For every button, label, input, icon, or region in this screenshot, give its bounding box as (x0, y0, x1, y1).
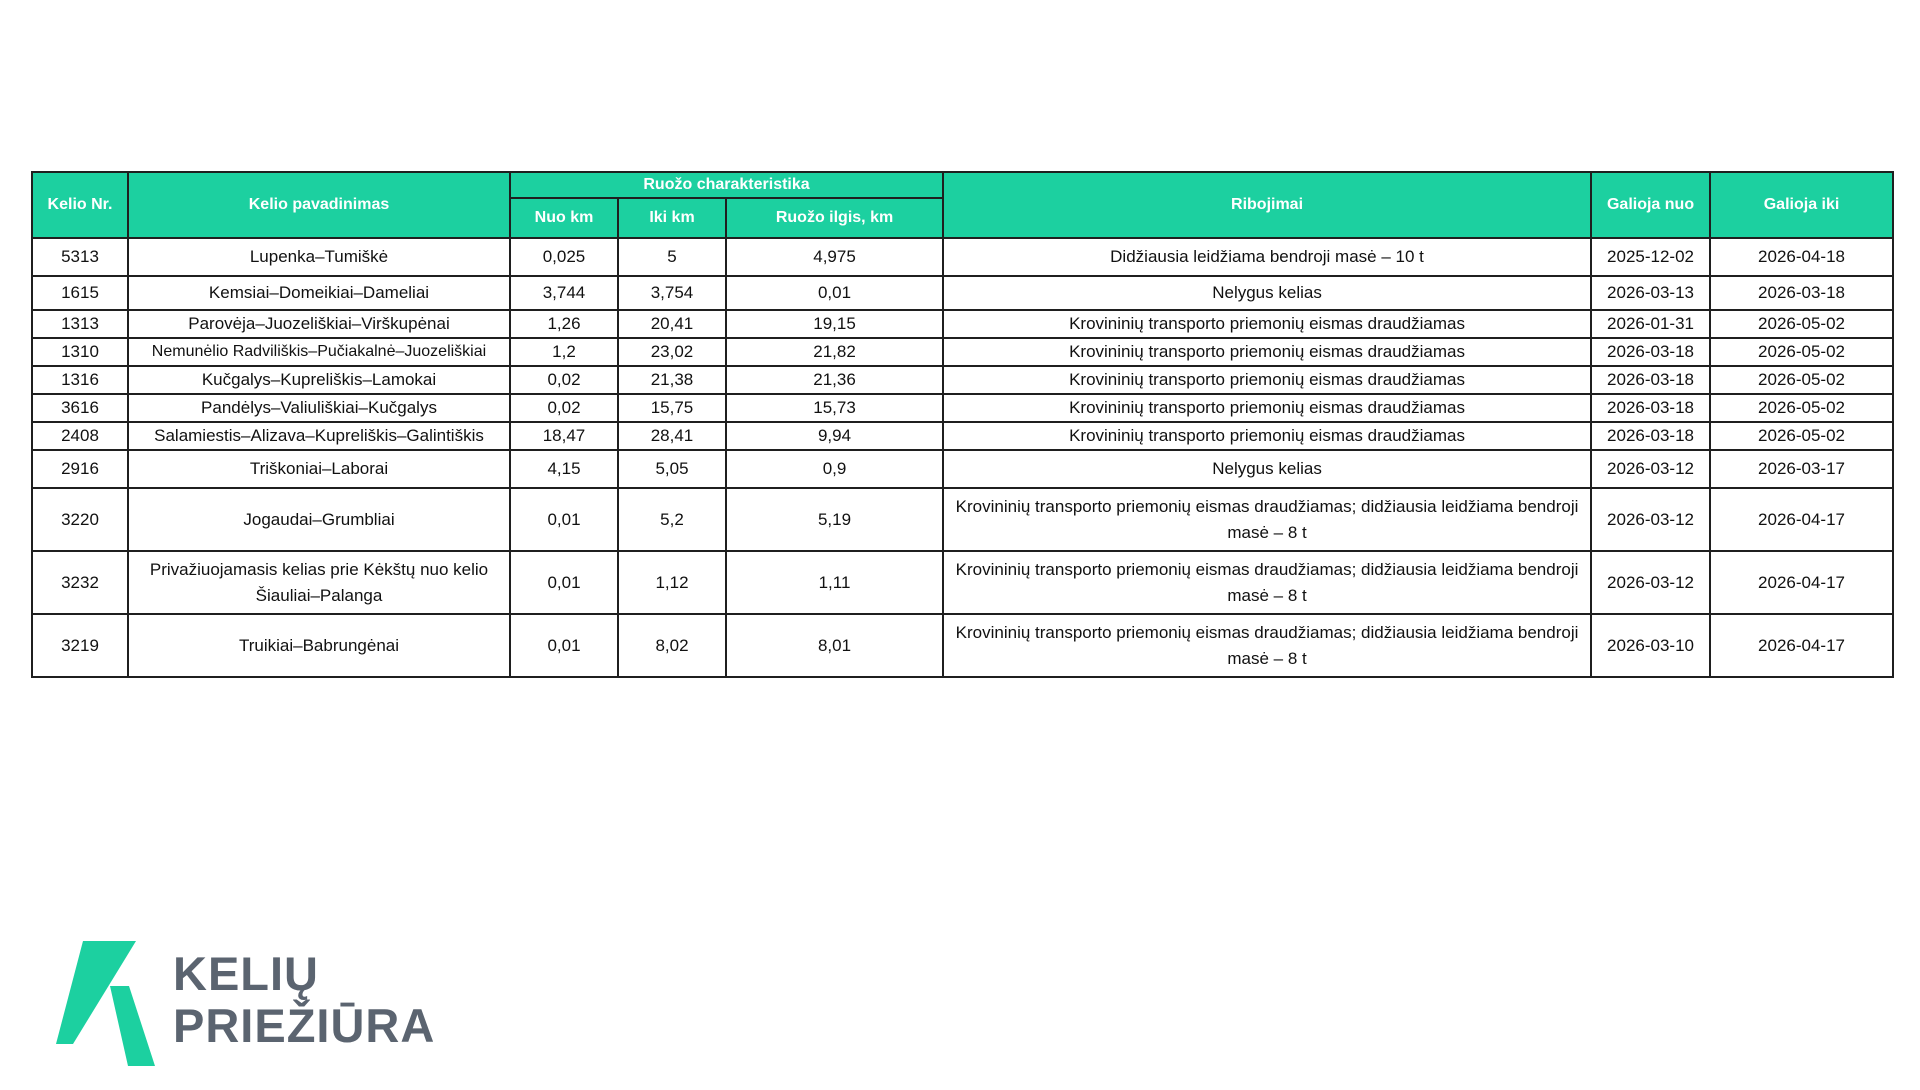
cell-road-no: 3219 (32, 614, 128, 677)
table-row (32, 450, 1893, 488)
cell-road-no: 2916 (32, 450, 128, 488)
table-row (32, 276, 1893, 310)
cell-valid-to: 2026-04-18 (1710, 238, 1893, 276)
cell-road-name: Triškoniai–Laborai (128, 450, 510, 488)
cell-to-km: 21,38 (618, 366, 726, 394)
cell-to-km: 23,02 (618, 338, 726, 366)
cell-restrictions: Krovininių transporto priemonių eismas draudžiamas (943, 366, 1591, 394)
table-row (32, 238, 1893, 276)
table-row (32, 488, 1893, 551)
cell-length: 9,94 (726, 422, 943, 450)
cell-valid-to: 2026-05-02 (1710, 366, 1893, 394)
cell-valid-to: 2026-05-02 (1710, 310, 1893, 338)
cell-restrictions: Didžiausia leidžiama bendroji masė – 10 t (943, 238, 1591, 276)
cell-road-no: 2408 (32, 422, 128, 450)
cell-valid-to: 2026-04-17 (1710, 488, 1893, 551)
table-row (32, 614, 1893, 677)
cell-valid-from: 2026-03-10 (1591, 614, 1710, 677)
cell-valid-from: 2026-03-12 (1591, 450, 1710, 488)
cell-valid-to: 2026-03-18 (1710, 276, 1893, 310)
cell-from-km: 0,02 (510, 394, 618, 422)
cell-valid-from: 2026-03-18 (1591, 366, 1710, 394)
header-road-name: Kelio pavadinimas (128, 172, 510, 238)
cell-valid-to: 2026-04-17 (1710, 551, 1893, 614)
k-chevron-logo-icon (56, 941, 160, 1066)
cell-from-km: 1,2 (510, 338, 618, 366)
cell-length: 0,9 (726, 450, 943, 488)
header-to-km: Iki km (618, 198, 726, 238)
cell-restrictions: Krovininių transporto priemonių eismas draudžiamas; didžiausia leidžiama bendroji masė – 8 t (943, 551, 1591, 614)
cell-road-name: Kučgalys–Kupreliškis–Lamokai (128, 366, 510, 394)
cell-valid-from: 2026-03-18 (1591, 394, 1710, 422)
cell-valid-from: 2026-03-12 (1591, 551, 1710, 614)
table-row (32, 551, 1893, 614)
table-row (32, 338, 1893, 366)
cell-to-km: 15,75 (618, 394, 726, 422)
cell-length: 1,11 (726, 551, 943, 614)
cell-to-km: 1,12 (618, 551, 726, 614)
cell-valid-to: 2026-04-17 (1710, 614, 1893, 677)
cell-from-km: 0,02 (510, 366, 618, 394)
cell-length: 21,36 (726, 366, 943, 394)
cell-road-no: 3220 (32, 488, 128, 551)
cell-from-km: 0,01 (510, 551, 618, 614)
cell-restrictions: Nelygus kelias (943, 450, 1591, 488)
header-section-length: Ruožo ilgis, km (726, 198, 943, 238)
cell-valid-from: 2026-03-12 (1591, 488, 1710, 551)
cell-valid-from: 2026-03-13 (1591, 276, 1710, 310)
header-valid-from: Galioja nuo (1591, 172, 1710, 238)
cell-valid-from: 2025-12-02 (1591, 238, 1710, 276)
header-from-km: Nuo km (510, 198, 618, 238)
cell-to-km: 5,2 (618, 488, 726, 551)
cell-road-no: 3616 (32, 394, 128, 422)
table-row (32, 310, 1893, 338)
cell-restrictions: Krovininių transporto priemonių eismas draudžiamas (943, 310, 1591, 338)
cell-to-km: 28,41 (618, 422, 726, 450)
keliu-prieziura-logo (56, 941, 456, 1066)
cell-road-name: Jogaudai–Grumbliai (128, 488, 510, 551)
cell-from-km: 0,01 (510, 488, 618, 551)
cell-valid-to: 2026-05-02 (1710, 394, 1893, 422)
cell-from-km: 4,15 (510, 450, 618, 488)
header-section-group: Ruožo charakteristika (510, 172, 943, 198)
road-restrictions-table (31, 171, 1894, 678)
logo-text-line-2: PRIEŽIŪRA (173, 999, 436, 1052)
cell-length: 5,19 (726, 488, 943, 551)
cell-restrictions: Krovininių transporto priemonių eismas draudžiamas; didžiausia leidžiama bendroji masė – 8 t (943, 488, 1591, 551)
cell-road-no: 1615 (32, 276, 128, 310)
cell-from-km: 0,01 (510, 614, 618, 677)
cell-road-name: Pandėlys–Valiuliškiai–Kučgalys (128, 394, 510, 422)
cell-length: 21,82 (726, 338, 943, 366)
cell-road-name: Nemunėlio Radviliškis–Pučiakalnė–Juozeliškiai (128, 338, 510, 366)
cell-road-name: Privažiuojamasis kelias prie Kėkštų nuo kelio Šiauliai–Palanga (128, 551, 510, 614)
cell-from-km: 1,26 (510, 310, 618, 338)
cell-to-km: 5,05 (618, 450, 726, 488)
cell-length: 8,01 (726, 614, 943, 677)
cell-valid-from: 2026-03-18 (1591, 422, 1710, 450)
header-restrictions: Ribojimai (943, 172, 1591, 238)
cell-valid-to: 2026-05-02 (1710, 422, 1893, 450)
cell-road-name: Parovėja–Juozeliškiai–Virškupėnai (128, 310, 510, 338)
cell-to-km: 5 (618, 238, 726, 276)
cell-length: 0,01 (726, 276, 943, 310)
cell-valid-from: 2026-03-18 (1591, 338, 1710, 366)
cell-from-km: 18,47 (510, 422, 618, 450)
cell-from-km: 0,025 (510, 238, 618, 276)
cell-valid-from: 2026-01-31 (1591, 310, 1710, 338)
header-road-no: Kelio Nr. (32, 172, 128, 238)
cell-restrictions: Krovininių transporto priemonių eismas draudžiamas (943, 394, 1591, 422)
cell-to-km: 20,41 (618, 310, 726, 338)
cell-restrictions: Krovininių transporto priemonių eismas draudžiamas (943, 338, 1591, 366)
cell-to-km: 8,02 (618, 614, 726, 677)
cell-road-no: 3232 (32, 551, 128, 614)
cell-road-no: 1316 (32, 366, 128, 394)
table-row (32, 394, 1893, 422)
cell-length: 19,15 (726, 310, 943, 338)
header-valid-to: Galioja iki (1710, 172, 1893, 238)
cell-road-no: 5313 (32, 238, 128, 276)
table-row (32, 366, 1893, 394)
cell-length: 4,975 (726, 238, 943, 276)
cell-valid-to: 2026-05-02 (1710, 338, 1893, 366)
cell-road-name: Kemsiai–Domeikiai–Dameliai (128, 276, 510, 310)
cell-restrictions: Krovininių transporto priemonių eismas draudžiamas; didžiausia leidžiama bendroji masė – 8 t (943, 614, 1591, 677)
logo-text-line-1: KELIŲ (173, 947, 319, 1000)
cell-to-km: 3,754 (618, 276, 726, 310)
cell-road-name: Salamiestis–Alizava–Kupreliškis–Galintiškis (128, 422, 510, 450)
cell-from-km: 3,744 (510, 276, 618, 310)
cell-length: 15,73 (726, 394, 943, 422)
cell-road-name: Truikiai–Babrungėnai (128, 614, 510, 677)
cell-road-no: 1313 (32, 310, 128, 338)
cell-restrictions: Nelygus kelias (943, 276, 1591, 310)
cell-valid-to: 2026-03-17 (1710, 450, 1893, 488)
table-row (32, 422, 1893, 450)
cell-road-name: Lupenka–Tumiškė (128, 238, 510, 276)
cell-restrictions: Krovininių transporto priemonių eismas draudžiamas (943, 422, 1591, 450)
cell-road-no: 1310 (32, 338, 128, 366)
